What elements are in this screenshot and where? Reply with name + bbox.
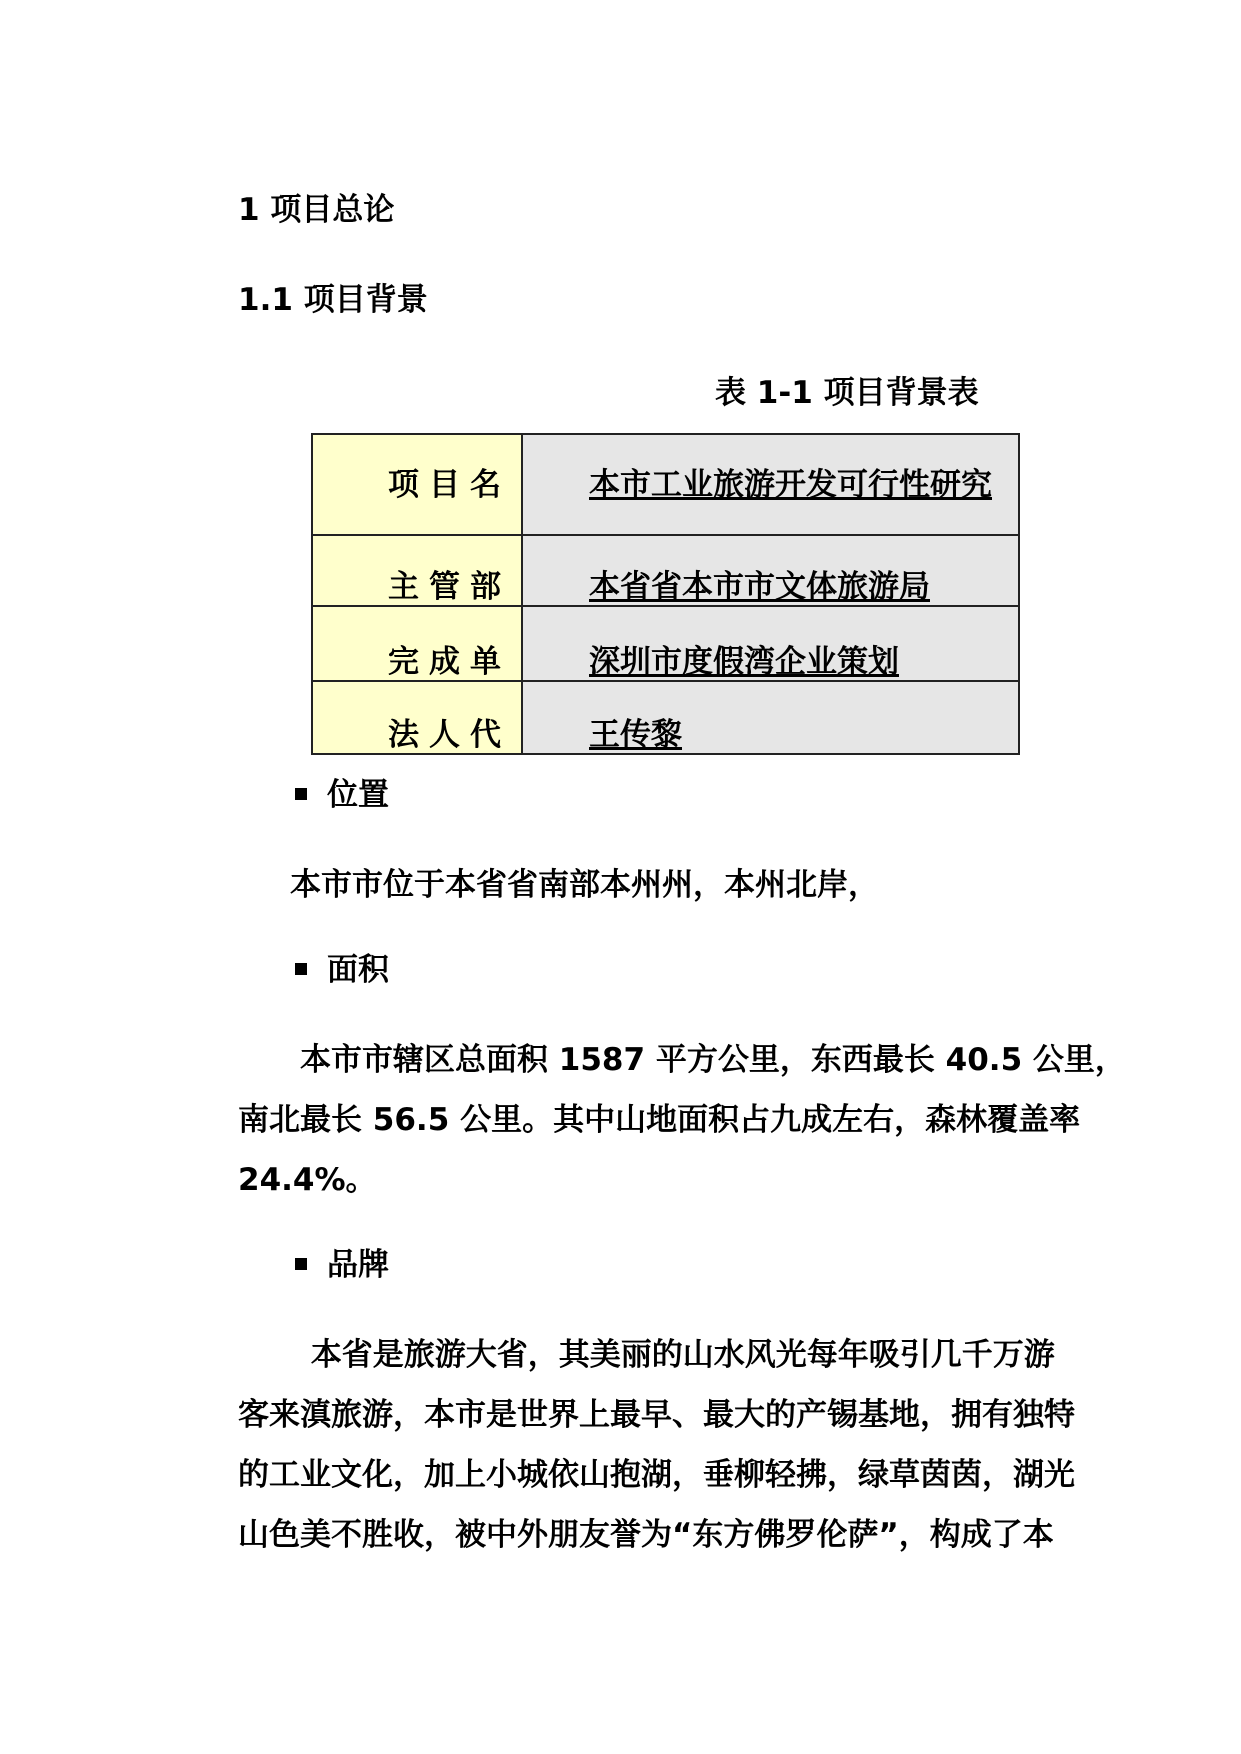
row-value: 本市工业旅游开发可行性研究 [522,434,1019,535]
project-background-table [311,433,1020,755]
paragraph-line: 本市市位于本省省南部本州州，本州北岸， [290,867,879,903]
section-title-text: 位置 [327,777,389,813]
square-bullet-icon [295,788,307,800]
row-value: 深圳市度假湾企业策划 [522,606,1019,681]
chapter-heading: 1 项目总论 [238,192,395,228]
paragraph-line: 本省是旅游大省，其美丽的山水风光每年吸引几千万游 [238,1337,1055,1373]
brand-paragraph [238,1325,1098,1565]
paragraph-line: 本市市辖区总面积 1587 平方公里，东西最长 40.5 公里， [238,1042,1126,1078]
row-value: 王传黎 [522,681,1019,754]
table-row [312,606,1019,681]
paragraph-line: 南北最长 56.5 公里。其中山地面积占九成左右，森林覆盖率 [238,1102,1081,1138]
table-row [312,535,1019,606]
section-heading: 1.1 项目背景 [238,282,428,318]
section-title-location [295,775,389,815]
table-row [312,681,1019,754]
section-title-text: 品牌 [327,1247,389,1283]
paragraph-line: 山色美不胜收，被中外朋友誉为“东方佛罗伦萨”，构成了本 [238,1517,1054,1553]
paragraph-line: 客来滇旅游，本市是世界上最早、最大的产锡基地，拥有独特 [238,1397,1075,1433]
row-label: 主管部 [312,535,522,606]
paragraph-line: 的工业文化，加上小城依山抱湖，垂柳轻拂，绿草茵茵，湖光 [238,1457,1075,1493]
row-value: 本省省本市市文体旅游局 [522,535,1019,606]
row-label: 法人代 [312,681,522,754]
row-label: 完成单 [312,606,522,681]
area-paragraph [238,1030,1126,1210]
table-caption: 表 1-1 项目背景表 [715,375,979,411]
section-title-area [295,950,389,990]
table-row [312,434,1019,535]
row-label: 项目名 [312,434,522,535]
section-title-text: 面积 [327,952,389,988]
location-paragraph [290,855,1150,915]
square-bullet-icon [295,963,307,975]
section-title-brand [295,1245,389,1285]
paragraph-line: 24.4%。 [238,1162,377,1198]
square-bullet-icon [295,1258,307,1270]
